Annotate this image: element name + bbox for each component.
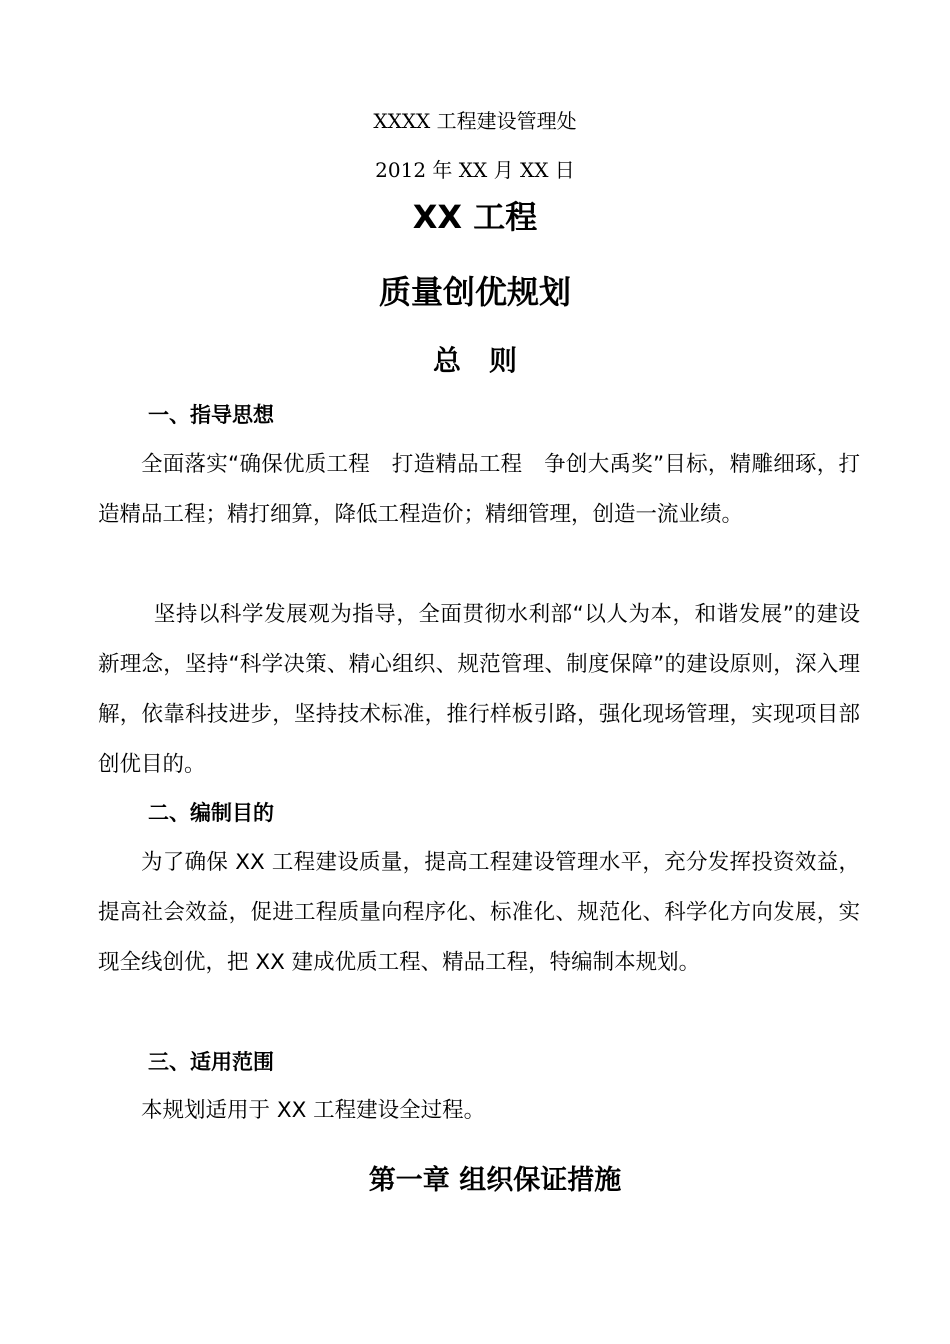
section-heading-purpose: 二、编制目的 (148, 801, 274, 825)
project-title: XX 工程 (412, 198, 538, 236)
section-heading-guiding-ideology: 一、指导思想 (148, 403, 274, 427)
date-line: 2012 年 XX 月 XX 日 (375, 158, 575, 182)
paragraph-scope: 本规划适用于 XX 工程建设全过程。 (141, 1098, 486, 1123)
paragraph-guiding-ideology-2: 坚持以科学发展观为指导，全面贯彻水利部“以人为本，和谐发展”的建设新理念，坚持“科学决策、精心组织、规范管理、制度保障”的建设原则，深入理解，依靠科技进步，坚持技术标准，推行样板引路，强化现场管理，实现项目部创优目的。 (98, 602, 860, 777)
plan-title: 质量创优规划 (378, 273, 571, 311)
organization-line: XXXX 工程建设管理处 (373, 109, 577, 133)
paragraph-purpose: 为了确保 XX 工程建设质量，提高工程建设管理水平，充分发挥投资效益，提高社会效益，促进工程质量向程序化、标准化、规范化、科学化方向发展，实现全线创优，把 XX 建成优质工程、精品工程，特编制本规划。 (98, 850, 860, 975)
chapter-one-title: 第一章 组织保证措施 (368, 1165, 622, 1196)
section-heading-scope: 三、适用范围 (148, 1050, 274, 1074)
general-principles-heading: 总 则 (432, 344, 517, 377)
paragraph-guiding-ideology-1: 全面落实“确保优质工程 打造精品工程 争创大禹奖”目标，精雕细琢，打造精品工程；精打细算，降低工程造价；精细管理，创造一流业绩。 (98, 452, 860, 527)
